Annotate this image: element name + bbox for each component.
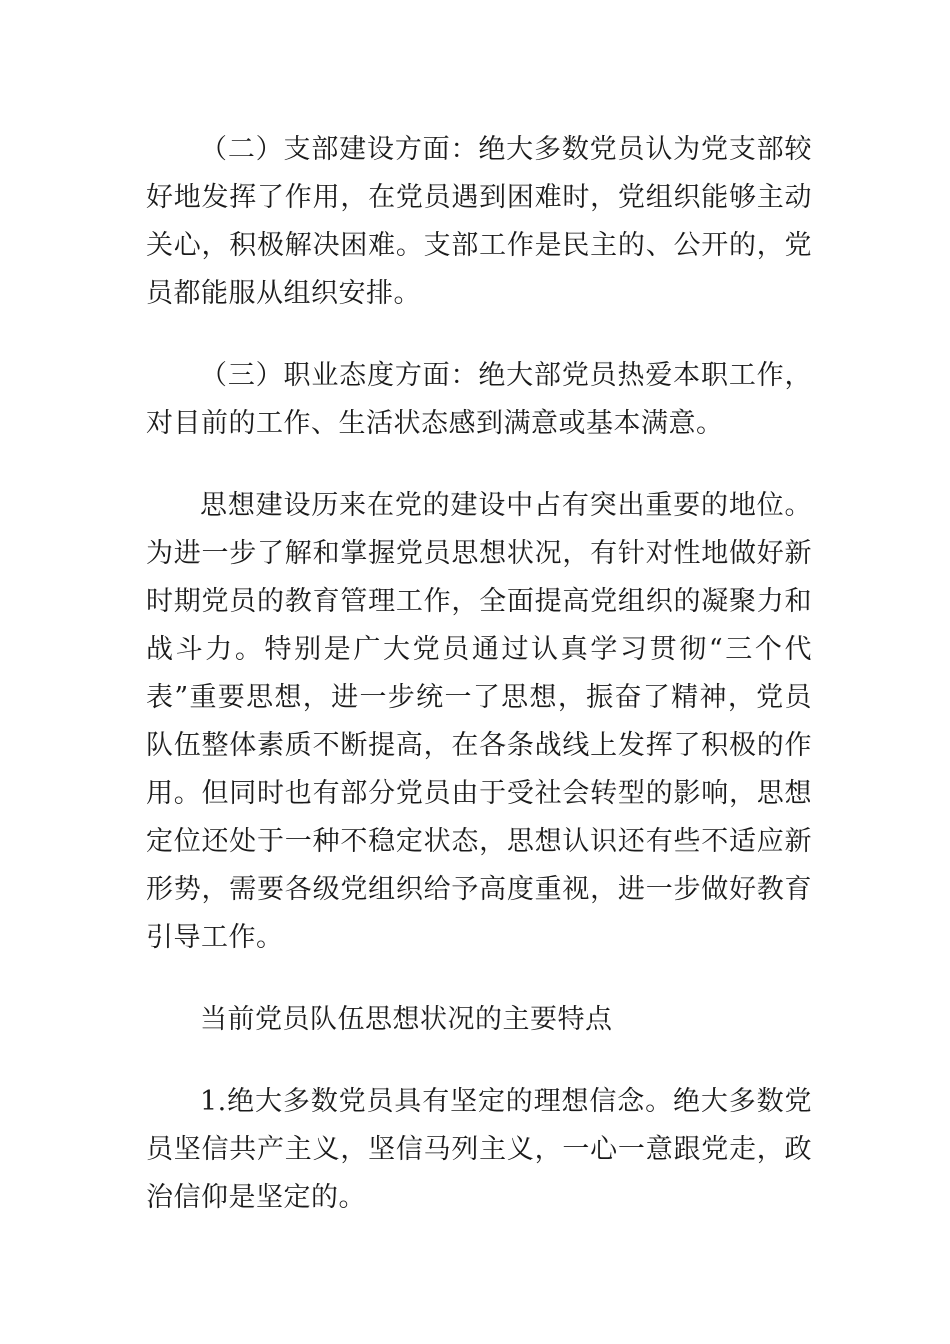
paragraph-ideological-building: 思想建设历来在党的建设中占有突出重要的地位。为进一步了解和掌握党员思想状况，有针对性地做好新时期党员的教育管理工作，全面提高党组织的凝聚力和战斗力。特别是广大党员通过认真学习贯彻“三个代表”重要思想，进一步统一了思想，振奋了精神，党员队伍整体素质不断提高，在各条战线上发挥了积极的作用。但同时也有部分党员由于受社会转型的影响，思想定位还处于一种不稳定状态，思想认识还有些不适应新形势，需要各级党组织给予高度重视，进一步做好教育引导工作。 xyxy=(146,490,812,953)
paragraph-branch-building: （二）支部建设方面：绝大多数党员认为党支部较好地发挥了作用，在党员遇到困难时，党组织能够主动关心，积极解决困难。支部工作是民主的、公开的，党员都能服从组织安排。 xyxy=(146,134,812,309)
document-body xyxy=(146,126,812,1256)
section-heading: 当前党员队伍思想状况的主要特点 xyxy=(200,1004,613,1035)
paragraph-point-1: 1.绝大多数党员具有坚定的理想信念。绝大多数党员坚信共产主义，坚信马列主义，一心一意跟党走，政治信仰是坚定的。 xyxy=(146,1086,812,1213)
paragraph-work-attitude: （三）职业态度方面：绝大部党员热爱本职工作，对目前的工作、生活状态感到满意或基本满意。 xyxy=(146,360,812,439)
